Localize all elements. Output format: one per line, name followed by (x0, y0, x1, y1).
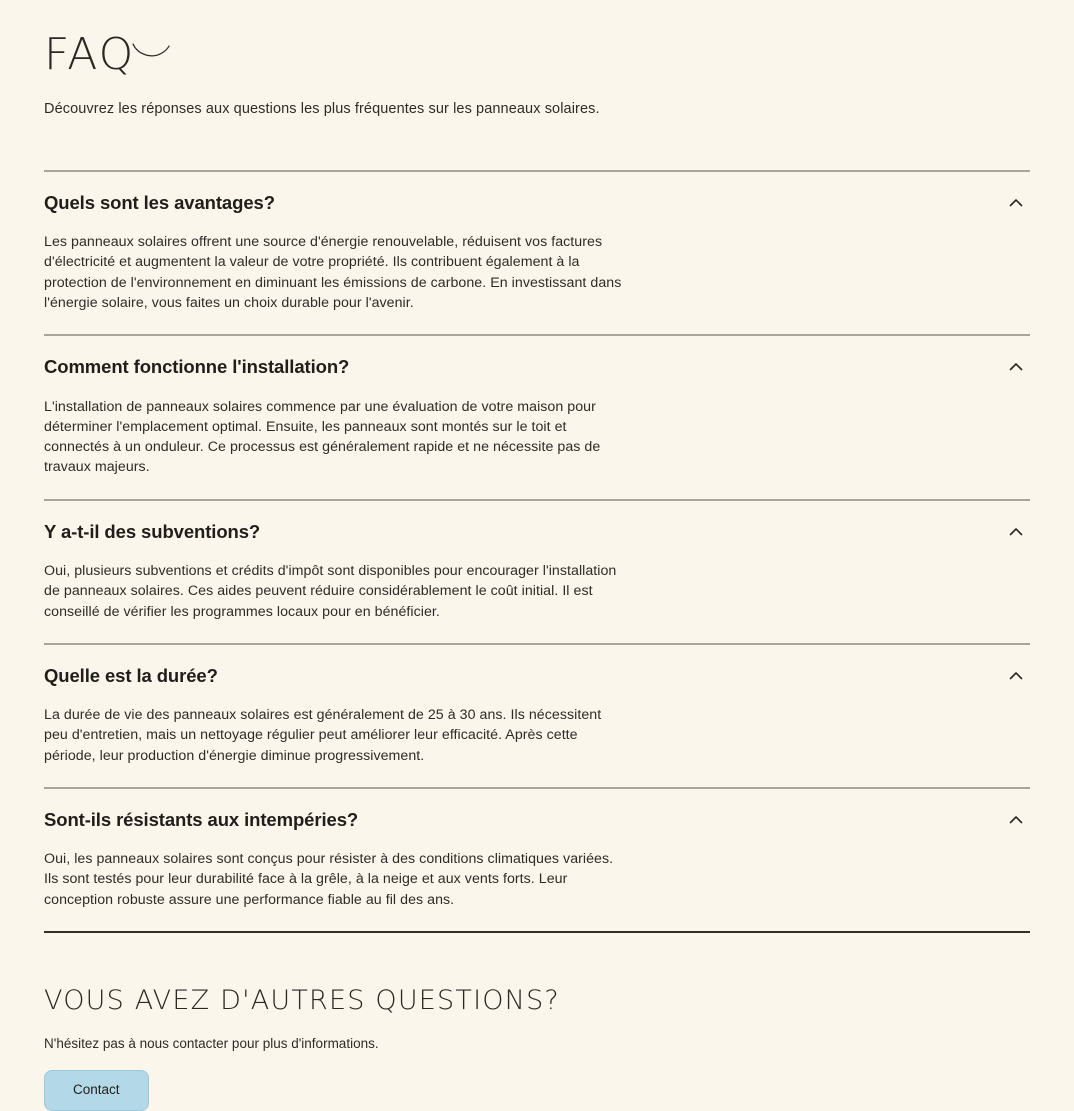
faq-item-header[interactable] (44, 172, 1030, 214)
faq-answer: La durée de vie des panneaux solaires est généralement de 25 à 30 ans. Ils nécessitent peu d'entretien, mais un nettoyage régulier peut améliorer leur efficacité. Après cette période, leur production d'énergie diminue progressivement. (44, 707, 602, 764)
faq-answer: Oui, les panneaux solaires sont conçus pour résister à des conditions climatiques variées. Ils sont testés pour leur durabilité face à la grêle, à la neige et aux vents forts. Leur conception robuste assure une performance fiable au fil des ans. (44, 851, 614, 908)
title-flourish-icon (132, 42, 170, 58)
faq-question: Quels sont les avantages? (44, 192, 275, 213)
chevron-up-icon[interactable] (1006, 810, 1026, 830)
faq-item (44, 501, 1030, 643)
faq-question: Y a-t-il des subventions? (44, 520, 261, 542)
faq-item (44, 336, 1030, 498)
chevron-up-icon[interactable] (1006, 522, 1026, 542)
faq-item-header[interactable] (44, 336, 1030, 378)
faq-question: Quelle est la durée? (44, 664, 218, 686)
chevron-up-icon[interactable] (1006, 357, 1026, 377)
faq-item-header[interactable] (44, 501, 1030, 543)
page-title (44, 0, 136, 80)
page-title-text: FAQ (44, 29, 136, 80)
faq-answer: Les panneaux solaires offrent une source d'énergie renouvelable, réduisent vos factures d'électricité et augmentent la valeur de votre propriété. Ils contribuent également à la protection de l'environnement en diminuant les émissions de carbone. En investissant dans l'énergie solaire, vous faites un choix durable pour l'avenir. (44, 234, 622, 312)
faq-item (44, 789, 1030, 931)
faq-item-header[interactable] (44, 645, 1030, 687)
contact-description: N'hésitez pas à nous contacter pour plus d'informations. (44, 1035, 379, 1051)
page-subtitle: Découvrez les réponses aux questions les plus fréquentes sur les panneaux solaires. (44, 101, 600, 117)
contact-button[interactable]: Contact (44, 1070, 149, 1111)
contact-heading: VOUS AVEZ D'AUTRES QUESTIONS? (44, 984, 560, 1016)
faq-accordion (44, 170, 1030, 933)
faq-item (44, 172, 1030, 334)
faq-question: Comment fonctionne l'installation? (44, 356, 350, 378)
faq-item-header[interactable] (44, 789, 1030, 831)
contact-section (44, 933, 1030, 1111)
faq-answer: L'installation de panneaux solaires commence par une évaluation de votre maison pour déterminer l'emplacement optimal. Ensuite, les panneaux sont montés sur le toit et connectés à un onduleur. Ce processus est généralement rapide et ne nécessite pas de travaux majeurs. (44, 398, 601, 476)
chevron-up-icon[interactable] (1006, 666, 1026, 686)
faq-item (44, 645, 1030, 787)
faq-question: Sont-ils résistants aux intempéries? (44, 808, 359, 830)
chevron-up-icon[interactable] (1006, 193, 1026, 213)
faq-answer: Oui, plusieurs subventions et crédits d'impôt sont disponibles pour encourager l'installation de panneaux solaires. Ces aides peuvent réduire considérablement le coût initial. Il est conseillé de vérifier les programmes locaux pour en bénéficier. (44, 562, 617, 620)
